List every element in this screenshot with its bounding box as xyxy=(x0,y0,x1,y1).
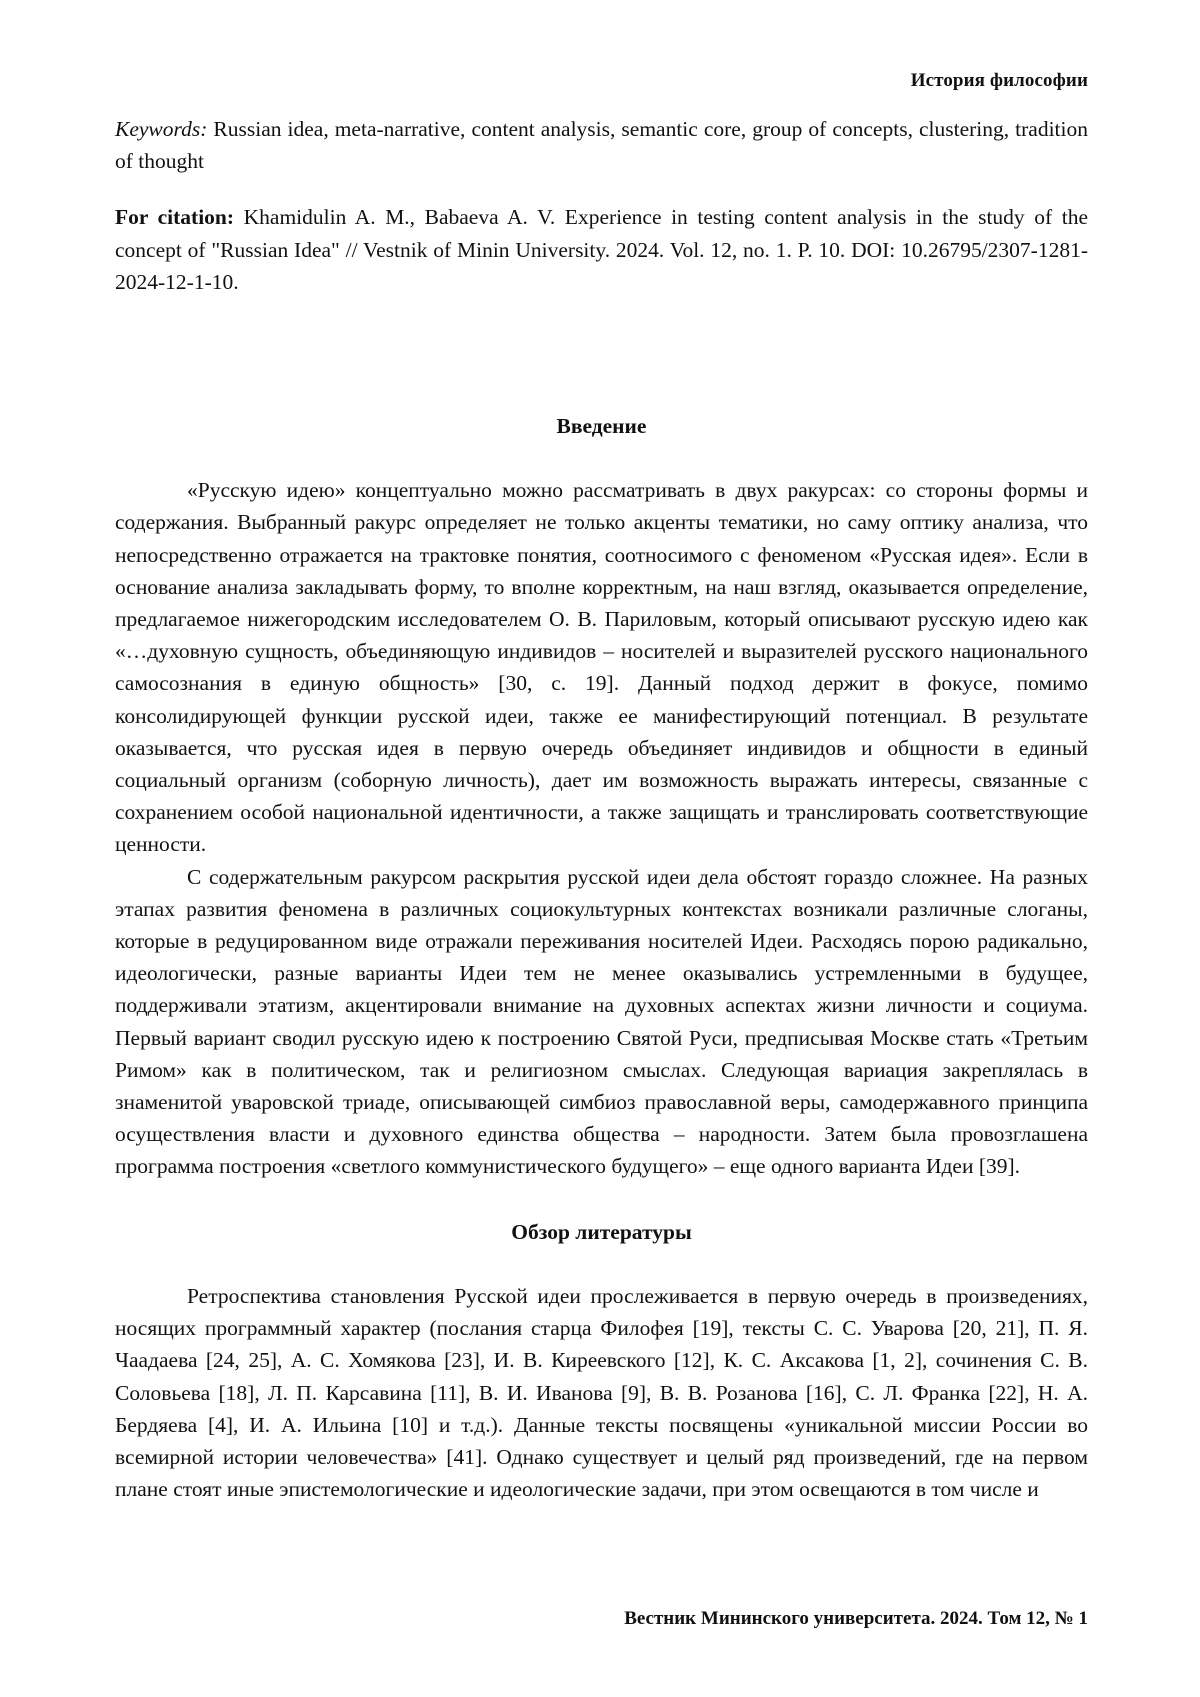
citation-label: For citation: xyxy=(115,205,234,229)
article-body xyxy=(115,113,1088,1505)
citation-paragraph xyxy=(115,201,1088,298)
section-heading-review: Обзор литературы xyxy=(115,1216,1088,1248)
citation-text: Khamidulin A. M., Babaeva A. V. Experience in testing content analysis in the study of the concept of "Russian Idea" // Vestnik of Minin University. 2024. Vol. 12, no. 1. P. 10. DOI: 10.26795/2307-1281-2024-12-1-10. xyxy=(115,205,1088,293)
keywords-label: Keywords: xyxy=(115,117,207,141)
intro-paragraph-1: «Русскую идею» концептуально можно рассматривать в двух ракурсах: со стороны формы и содержания. Выбранный ракурс определяет не только акценты тематики, но саму оптику анализа, что непосредственно отражается на трактовке понятия, соотносимого с феноменом «Русская идея». Если в основание анализа закладывать форму, то вполне корректным, на наш взгляд, оказывается определение, предлагаемое нижегородским исследователем О. В. Париловым, который описывают русскую идею как «…духовную сущность, объединяющую индивидов – носителей и выразителей русского национального самосознания в единую общность» [30, с. 19]. Данный подход держит в фокусе, помимо консолидирующей функции русской идеи, также ее манифестирующий потенциал. В результате оказывается, что русская идея в первую очередь объединяет индивидов и общности в единый социальный организм (соборную личность), дает им возможность выражать интересы, связанные с сохранением особой национальной идентичности, а также защищать и транслировать соответствующие ценности. xyxy=(115,474,1088,860)
keywords-paragraph xyxy=(115,113,1088,177)
review-paragraph-1: Ретроспектива становления Русской идеи прослеживается в первую очередь в произведениях, носящих программный характер (послания старца Филофея [19], тексты С. С. Уварова [20, 21], П. Я. Чаадаева [24, 25], А. С. Хомякова [23], И. В. Киреевского [12], К. С. Аксакова [1, 2], сочинения С. В. Соловьева [18], Л. П. Карсавина [11], В. И. Иванова [9], В. В. Розанова [16], С. Л. Франка [22], Н. А. Бердяева [4], И. А. Ильина [10] и т.д.). Данные тексты посвящены «уникальной миссии России во всемирной истории человечества» [41]. Однако существует и целый ряд произведений, где на первом плане стоят иные эпистемологические и идеологические задачи, при этом освещаются в том числе и xyxy=(115,1280,1088,1505)
running-header: История философии xyxy=(911,70,1088,92)
running-footer: Вестник Мининского университета. 2024. Том 12, № 1 xyxy=(624,1608,1088,1630)
intro-paragraph-2: С содержательным ракурсом раскрытия русской идеи дела обстоят гораздо сложнее. На разных этапах развития феномена в различных социокультурных контекстах возникали различные слоганы, которые в редуцированном виде отражали переживания носителей Идеи. Расходясь порою радикально, идеологически, разные варианты Идеи тем не менее оказывались устремленными в будущее, поддерживали этатизм, акцентировали внимание на духовных аспектах жизни личности и социума. Первый вариант сводил русскую идею к построению Святой Руси, предписывая Москве стать «Третьим Римом» как в политическом, так и религиозном смыслах. Следующая вариация закреплялась в знаменитой уваровской триаде, описывающей симбиоз православной веры, самодержавного принципа осуществления власти и духовного единства общества – народности. Затем была провозглашена программа построения «светлого коммунистического будущего» – еще одного варианта Идеи [39]. xyxy=(115,861,1088,1183)
keywords-text: Russian idea, meta-narrative, content analysis, semantic core, group of concepts, clustering, tradition of thought xyxy=(115,117,1088,173)
section-heading-intro: Введение xyxy=(115,410,1088,442)
document-page xyxy=(0,0,1200,1697)
